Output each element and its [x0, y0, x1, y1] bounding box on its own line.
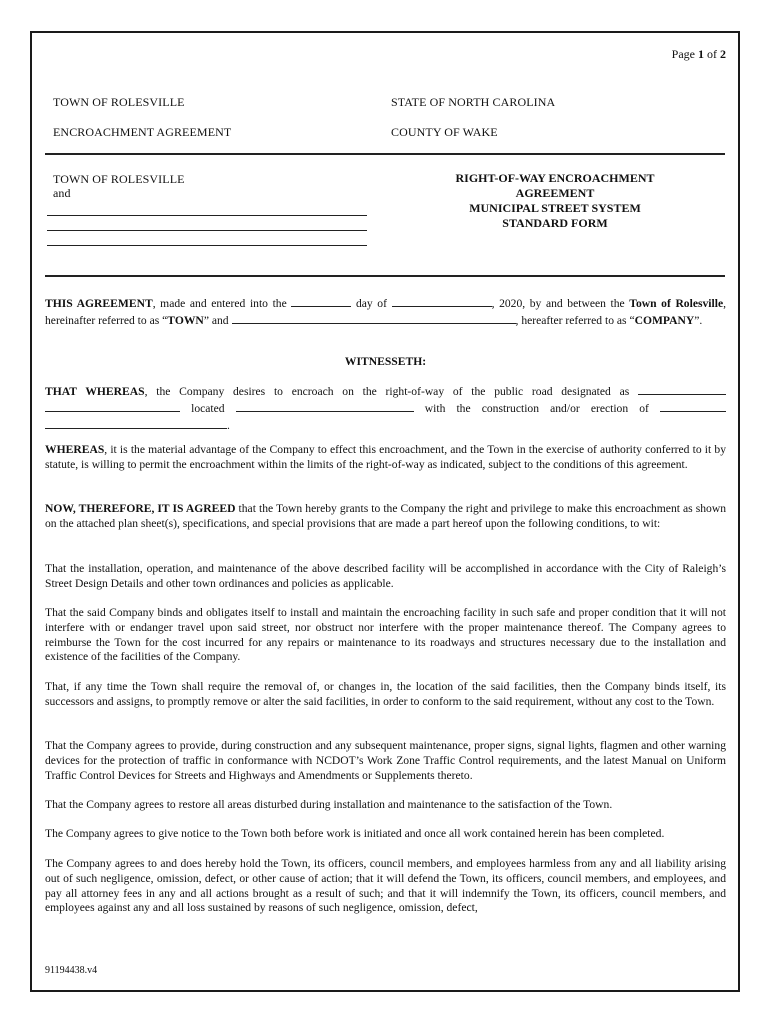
condition-paragraph: The Company agrees to give notice to the Town both before work is initiated and once all work contained herein has been completed. — [45, 827, 665, 840]
intro-paragraph: THIS AGREEMENT, made and entered into the day of , 2020, by and between the Town of Rolesville, hereinafter referred to as “TOWN” and , hereafter referred to as “COMPANY”. — [45, 297, 726, 327]
company-name-line[interactable] — [47, 215, 367, 216]
company-blank[interactable] — [232, 312, 516, 324]
company-city-line[interactable] — [47, 245, 367, 246]
now-therefore-paragraph: NOW, THEREFORE, IT IS AGREED that the Town hereby grants to the Company the right and privilege to make this encroachment as shown on the attached plan sheet(s), specifications, and special provisions that are made a part hereof upon the following conditions, to wit: — [45, 502, 726, 530]
whereas-paragraph-1: THAT WHEREAS, the Company desires to encroach on the right-of-way of the public road designated as located with the construction and/or erection of . — [45, 383, 726, 433]
condition-paragraph: That, if any time the Town shall require the removal of, or changes in, the location of the said facilities, then the Company binds itself, its successors and assigns, to promptly remove or alter the said facilities, in order to conform to the said requirement, without any cost to the Town. — [45, 680, 726, 708]
title-line: STANDARD FORM — [502, 216, 608, 230]
divider-bottom — [45, 275, 725, 277]
document-id: 91194438.v4 — [45, 965, 98, 976]
divider-top — [45, 153, 725, 155]
condition-paragraph: The Company agrees to and does hereby hold the Town, its officers, council members, and employees harmless from any and all liability arising out of such negligence, omission, defect, or other cause of action; that it will defend the Town, its officers, council members, and employees, and pay all attorney fees in any and all actions brought as a result of such; and that it will indemnify the Town, its officers, council members, and employees against any and all loss sustained by reasons of such negligence, omission, defect, — [45, 857, 726, 915]
header-county: COUNTY OF WAKE — [391, 125, 498, 139]
document-title — [385, 171, 725, 231]
company-address-line[interactable] — [47, 230, 367, 231]
condition-paragraph: That the Company agrees to provide, during construction and any subsequent maintenance, proper signs, signal lights, flagmen and other warning devices for the protection of traffic in conformance with NCDOT’s Work Zone Traffic Control requirements, and the latest Manual on Uniform Traffic Control Devices for Streets and Highways and Amendments or Supplements thereto. — [45, 739, 726, 782]
header-town: TOWN OF ROLESVILLE — [53, 95, 185, 109]
construction-blank[interactable] — [660, 400, 726, 412]
party-and: and — [53, 186, 71, 200]
condition-paragraph: That the said Company binds and obligates itself to install and maintain the encroaching facility in such safe and proper condition that it will not interfere with or endanger travel upon said street, nor obstruct nor interfere with the proper maintenance thereof. The Company agrees to reimburse the Town for the cost incurred for any repairs or maintenance to its roadways and structures necessary due to the installation and existence of the facilities of the Company. — [45, 606, 726, 664]
road-blank-2[interactable] — [45, 400, 180, 412]
road-blank[interactable] — [638, 383, 726, 395]
header-agreement-type: ENCROACHMENT AGREEMENT — [53, 125, 232, 139]
title-line: RIGHT-OF-WAY ENCROACHMENT — [455, 171, 655, 185]
page-number: Page 1 of 2 — [671, 47, 726, 61]
condition-paragraph: That the installation, operation, and maintenance of the above described facility will be accomplished in accordance with the City of Raleigh’s Street Design Details and other town ordinances and policies as applicable. — [45, 562, 726, 590]
month-blank[interactable] — [392, 295, 492, 307]
title-line: MUNICIPAL STREET SYSTEM — [469, 201, 641, 215]
party-town: TOWN OF ROLESVILLE — [53, 172, 185, 186]
condition-paragraph: That the Company agrees to restore all areas disturbed during installation and maintenance to the satisfaction of the Town. — [45, 798, 613, 811]
whereas-paragraph-2: WHEREAS, it is the material advantage of the Company to effect this encroachment, and the Town in the exercise of authority conferred to it by statute, is willing to permit the encroachment within the limits of the right-of-way as indicated, subject to the conditions of this agreement. — [45, 443, 726, 471]
header-state: STATE OF NORTH CAROLINA — [391, 95, 556, 109]
construction-blank-2[interactable] — [45, 417, 227, 429]
location-blank[interactable] — [236, 400, 414, 412]
title-line: AGREEMENT — [515, 186, 595, 200]
witnesseth-heading: WITNESSETH: — [344, 355, 427, 368]
day-blank[interactable] — [291, 295, 351, 307]
